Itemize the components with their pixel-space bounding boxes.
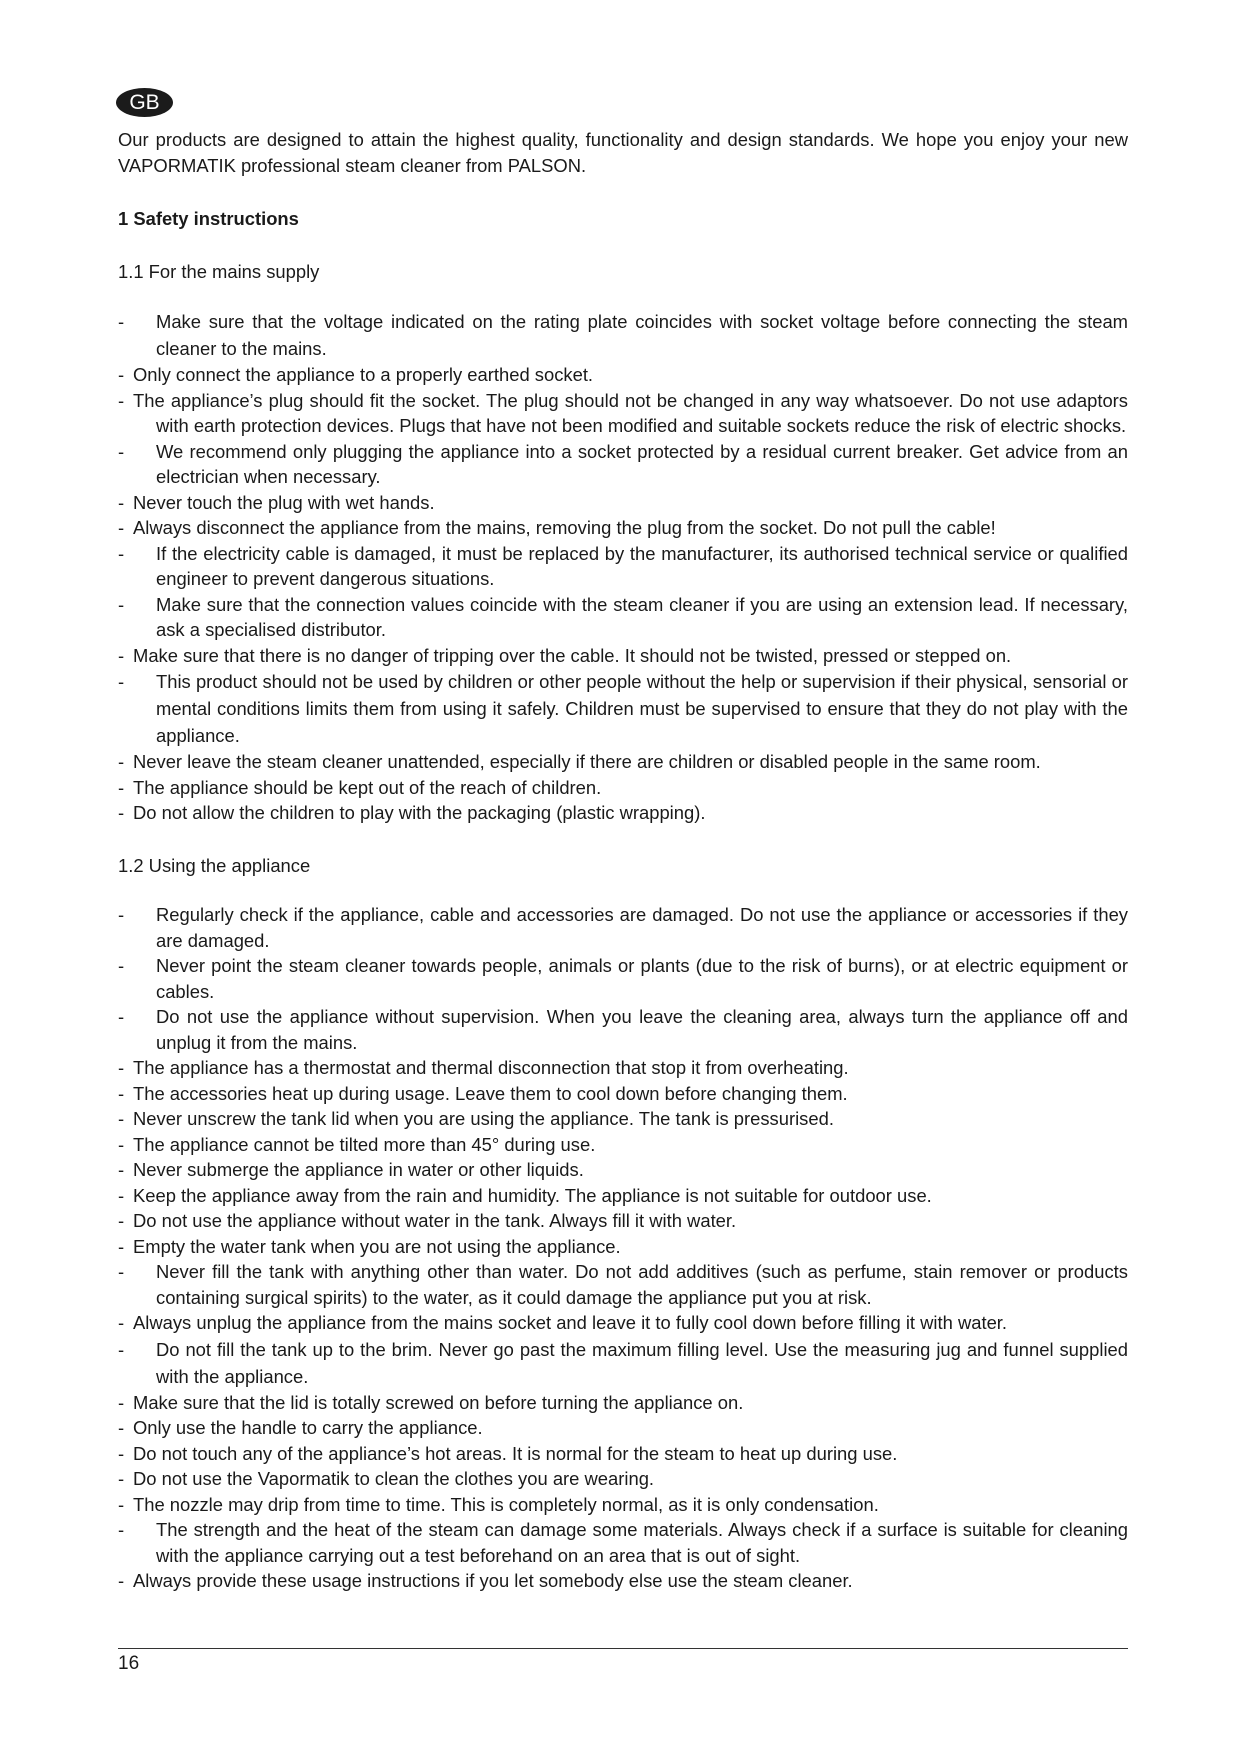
list-item: - Always unplug the appliance from the mains socket and leave it to fully cool down before filling it with water. <box>118 1312 1008 1333</box>
language-badge: GB <box>116 88 173 117</box>
usage-safety-list <box>118 902 1128 1594</box>
list-item: - If the electricity cable is damaged, it must be replaced by the manufacturer, its authorised technical service or qualified engineer to prevent dangerous situations. <box>118 542 1128 589</box>
list-item: - The appliance should be kept out of the reach of children. <box>118 776 602 798</box>
footer-divider <box>118 1648 1128 1649</box>
list-item: - Make sure that the connection values coincide with the steam cleaner if you are using an extension lead. If necessary, ask a specialised distributor. <box>118 593 1128 640</box>
list-item: - Always disconnect the appliance from the mains, removing the plug from the socket. Do not pull the cable! <box>118 517 996 538</box>
subsection-title-using: 1.2 Using the appliance <box>118 854 311 876</box>
list-item: - The appliance’s plug should fit the socket. The plug should not be changed in any way whatsoever. Do not use adaptors with earth protection devices. Plugs that have not been modified and suitable sockets reduce the risk of electric shocks. <box>118 389 1128 436</box>
list-item: - Do not touch any of the appliance’s hot areas. It is normal for the steam to heat up during use. <box>118 1442 898 1464</box>
document-body <box>118 127 1128 1594</box>
list-item: - Only connect the appliance to a properly earthed socket. <box>118 364 594 385</box>
list-item: - Never fill the tank with anything other than water. Do not add additives (such as perfume, stain remover or products containing surgical spirits) to the water, as it could damage the appliance put you at risk. <box>118 1261 1128 1308</box>
page-number: 16 <box>118 1653 140 1674</box>
list-item: - Keep the appliance away from the rain and humidity. The appliance is not suitable for outdoor use. <box>118 1184 932 1206</box>
list-item: - Only use the handle to carry the appliance. <box>118 1417 483 1438</box>
list-item: - Do not use the appliance without water in the tank. Always fill it with water. <box>118 1210 737 1231</box>
list-item: - The strength and the heat of the steam can damage some materials. Always check if a surface is suitable for cleaning with the appliance carrying out a test beforehand on an area that is out of sight. <box>118 1519 1128 1566</box>
mains-safety-list <box>118 308 1128 826</box>
intro-paragraph: Our products are designed to attain the highest quality, functionality and design standards. We hope you enjoy your new VAPORMATIK professional steam cleaner from PALSON. <box>118 129 1128 176</box>
subsection-title-mains: 1.1 For the mains supply <box>118 260 320 282</box>
list-item: - Do not use the Vapormatik to clean the clothes you are wearing. <box>118 1468 655 1489</box>
list-item: - Regularly check if the appliance, cable and accessories are damaged. Do not use the appliance or accessories if they are damaged. <box>118 904 1128 951</box>
list-item: - This product should not be used by children or other people without the help or supervision if their physical, sensorial or mental conditions limits them from using it safely. Children must be supervised to ensure that they do not play with the appliance. <box>118 671 1128 746</box>
list-item: - We recommend only plugging the appliance into a socket protected by a residual current breaker. Get advice from an electrician when necessary. <box>118 440 1128 487</box>
list-item: - Never leave the steam cleaner unattended, especially if there are children or disabled people in the same room. <box>118 751 1041 772</box>
list-item: - Never submerge the appliance in water or other liquids. <box>118 1159 584 1180</box>
list-item: - The appliance cannot be tilted more than 45° during use. <box>118 1133 596 1155</box>
list-item: - The nozzle may drip from time to time. This is completely normal, as it is only condensation. <box>118 1493 879 1515</box>
list-item: - The appliance has a thermostat and thermal disconnection that stop it from overheating. <box>118 1057 849 1078</box>
list-item: - Do not use the appliance without supervision. When you leave the cleaning area, always turn the appliance off and unplug it from the mains. <box>118 1006 1128 1053</box>
list-item: - Never touch the plug with wet hands. <box>118 491 435 513</box>
list-item: - The accessories heat up during usage. Leave them to cool down before changing them. <box>118 1082 848 1104</box>
list-item: - Make sure that the voltage indicated on the rating plate coincides with socket voltage before connecting the steam cleaner to the mains. <box>118 311 1128 359</box>
section-title: 1 Safety instructions <box>118 208 299 229</box>
list-item: - Do not fill the tank up to the brim. Never go past the maximum filling level. Use the measuring jug and funnel supplied with the appliance. <box>118 1338 1128 1387</box>
list-item: - Empty the water tank when you are not using the appliance. <box>118 1235 621 1257</box>
list-item: - Do not allow the children to play with the packaging (plastic wrapping). <box>118 802 706 823</box>
list-item: - Never unscrew the tank lid when you are using the appliance. The tank is pressurised. <box>118 1108 834 1129</box>
list-item: - Make sure that the lid is totally screwed on before turning the appliance on. <box>118 1391 744 1413</box>
list-item: - Always provide these usage instructions if you let somebody else use the steam cleaner. <box>118 1570 853 1591</box>
list-item: - Make sure that there is no danger of tripping over the cable. It should not be twisted, pressed or stepped on. <box>118 644 1012 666</box>
list-item: - Never point the steam cleaner towards people, animals or plants (due to the risk of burns), or at electric equipment or cables. <box>118 955 1128 1002</box>
